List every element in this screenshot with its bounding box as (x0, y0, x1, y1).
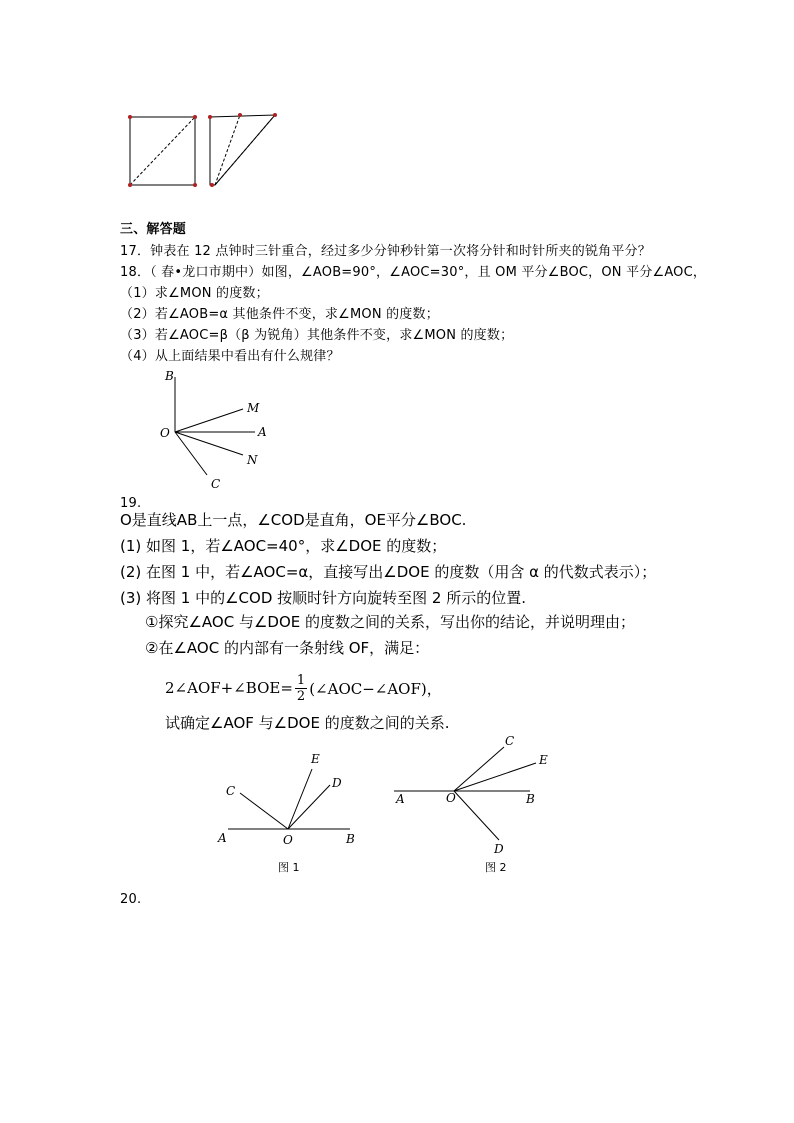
parallelogram-dash-1 (215, 115, 240, 185)
question-19-formula (165, 668, 442, 708)
question-19-sub-2: ②在∠AOC 的内部有一条射线 OF，满足： (145, 639, 430, 657)
formula-left: 2∠AOF+∠BOE= (165, 679, 293, 697)
vertex-dot (193, 115, 197, 119)
question-17: 17．钟表在 12 点钟时三针重合，经过多少分钟秒针第一次将分针和时针所夹的锐角平分？ (120, 244, 651, 259)
ray-oe (288, 769, 312, 829)
label-c: C (211, 477, 221, 491)
question-19-sub-3: 试确定∠AOF 与∠DOE 的度数之间的关系. (165, 714, 450, 732)
label-a: A (396, 792, 405, 806)
ray-oe (454, 763, 536, 791)
question-18-part-2: （2）若∠AOB=α 其他条件不变，求∠MON 的度数； (120, 307, 439, 322)
label-d: D (494, 842, 504, 856)
ray-om (175, 409, 243, 432)
ray-oc (454, 747, 504, 791)
question-19-figure-2 (388, 730, 553, 880)
vertex-dot (273, 113, 277, 117)
square-diagonal (130, 117, 195, 185)
label-b: B (346, 832, 355, 846)
ray-od (288, 785, 330, 829)
ray-on (175, 432, 243, 455)
label-o: O (283, 833, 293, 847)
label-o: O (446, 791, 456, 805)
fraction-denominator: 2 (296, 688, 306, 704)
question-19-part-2: (2) 在图 1 中，若∠AOC=α，直接写出∠DOE 的度数（用含 α 的代数式表示）； (120, 563, 657, 581)
question-19-figure-1 (212, 745, 372, 880)
vertex-dot (193, 183, 197, 187)
question-19-number: 19. (120, 496, 142, 511)
label-b: B (165, 369, 174, 383)
formula-right: (∠AOC−∠AOF)， (309, 679, 442, 698)
fraction-one-half (295, 673, 307, 704)
figure-2-caption: 图 2 (485, 861, 507, 874)
ray-od (454, 791, 499, 840)
fraction-numerator: 1 (296, 672, 306, 688)
label-c: C (226, 784, 236, 798)
label-c: C (505, 734, 515, 748)
question-18-part-3: （3）若∠AOC=β（β 为锐角）其他条件不变，求∠MON 的度数； (120, 328, 514, 343)
vertex-dot (238, 113, 242, 117)
label-a: A (218, 831, 227, 845)
label-m: M (247, 401, 260, 415)
question-19-sub-1: ①探究∠AOC 与∠DOE 的度数之间的关系，写出你的结论，并说明理由； (145, 613, 635, 631)
question-20-number: 20. (120, 892, 142, 907)
top-square-figure (120, 105, 290, 195)
question-18-part-4: （4）从上面结果中看出有什么规律？ (120, 349, 340, 364)
question-19-part-3: (3) 将图 1 中的∠COD 按顺时针方向旋转至图 2 所示的位置. (120, 589, 526, 607)
label-o: O (160, 426, 170, 440)
vertex-dot (210, 183, 214, 187)
section-title: 三、解答题 (120, 222, 187, 237)
figure-1-caption: 图 1 (278, 861, 300, 874)
vertex-dot (128, 183, 132, 187)
label-e: E (311, 752, 320, 766)
label-b: B (526, 792, 535, 806)
question-18-part-1: （1）求∠MON 的度数； (120, 286, 269, 301)
label-a: A (258, 425, 267, 439)
label-e: E (539, 753, 548, 767)
ray-oc (240, 793, 288, 829)
question-19-part-1: (1) 如图 1，若∠AOC=40°，求∠DOE 的度数； (120, 537, 447, 555)
parallelogram-outline (210, 115, 275, 185)
label-d: D (332, 776, 342, 790)
question-19-stem: O是直线AB上一点，∠COD是直角，OE平分∠BOC. (120, 511, 467, 529)
vertex-dot (128, 115, 132, 119)
question-18-stem: 18．（ 春•龙口市期中）如图，∠AOB=90°，∠AOC=30°，且 OM 平分∠BOC，ON 平分∠AOC， (120, 265, 707, 280)
vertex-dot (208, 115, 212, 119)
question-18-figure (155, 365, 285, 495)
label-n: N (247, 453, 258, 467)
ray-oc (175, 432, 207, 475)
